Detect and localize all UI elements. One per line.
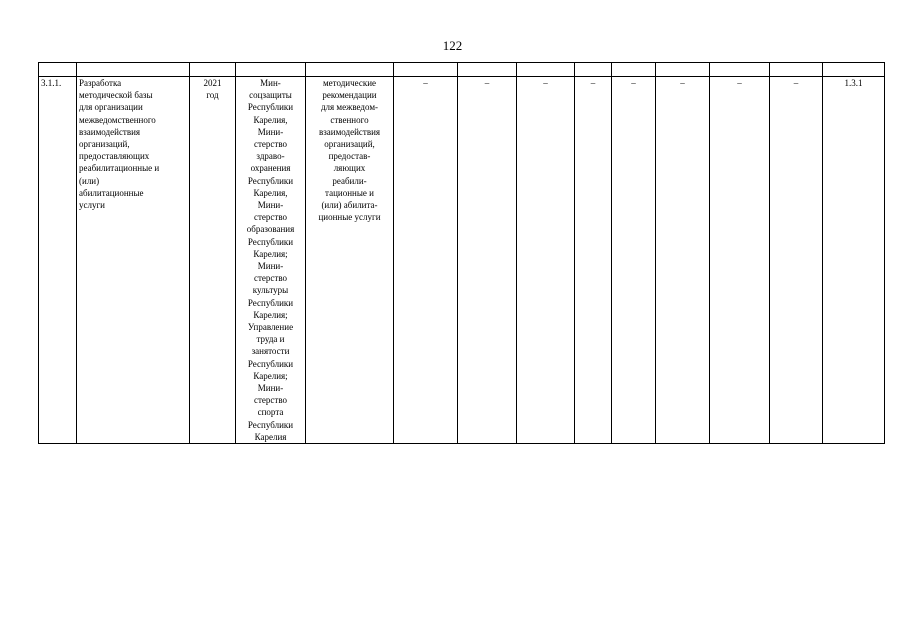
header-cell bbox=[823, 63, 885, 77]
page-number: 122 bbox=[442, 38, 463, 53]
header-cell bbox=[77, 63, 190, 77]
funding-dash-cell: – bbox=[575, 77, 612, 444]
indicator-cell: 1.3.1 bbox=[823, 77, 885, 444]
header-cell bbox=[458, 63, 517, 77]
funding-dash-cell: – bbox=[656, 77, 710, 444]
header-cell bbox=[656, 63, 710, 77]
funding-dash-cell: – bbox=[458, 77, 517, 444]
header-cell bbox=[770, 63, 823, 77]
table-header-row bbox=[39, 63, 885, 77]
activities-table bbox=[38, 62, 885, 444]
funding-dash-cell: – bbox=[710, 77, 770, 444]
activity-cell: Разработка методической базы для организации межведомственного взаимодействия организаций, предоставляющих реабилитационные и (или) абилитационные услуги bbox=[77, 77, 190, 444]
row-number-cell: 3.1.1. bbox=[39, 77, 77, 444]
funding-dash-cell: – bbox=[394, 77, 458, 444]
table-row bbox=[39, 77, 885, 444]
funding-dash-cell: – bbox=[612, 77, 656, 444]
funding-dash-cell: – bbox=[517, 77, 575, 444]
header-cell bbox=[306, 63, 394, 77]
executors-cell: Мин- соцзащиты Республики Карелия, Мини- стерство здраво- охранения Республики Карелия, Мини- стерство образования Республики Карелия; Мини- стерство культуры Республики Карелия; Управление труда и занятости Республики Карелия; Мини- стерство спорта Республики Карелия bbox=[236, 77, 306, 444]
header-cell bbox=[236, 63, 306, 77]
header-cell bbox=[612, 63, 656, 77]
header-cell bbox=[39, 63, 77, 77]
header-cell bbox=[710, 63, 770, 77]
header-cell bbox=[575, 63, 612, 77]
header-cell bbox=[517, 63, 575, 77]
year-cell: 2021 год bbox=[190, 77, 236, 444]
header-cell bbox=[394, 63, 458, 77]
result-cell: методические рекомендации для межведом- ственного взаимодействия организаций, предостав- ляющих реабили- тационные и (или) абилита- ционные услуги bbox=[306, 77, 394, 444]
funding-dash-cell: – bbox=[770, 77, 823, 444]
header-cell bbox=[190, 63, 236, 77]
